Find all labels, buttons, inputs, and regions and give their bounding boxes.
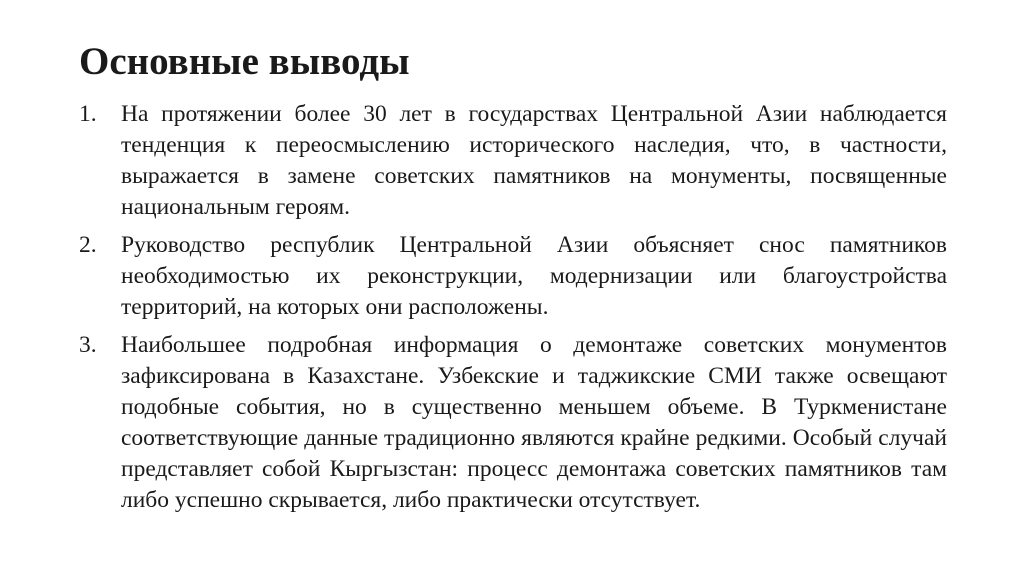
list-item-text: Руководство республик Центральной Азии объясняет снос памятников необходимостью их реконструкции, модернизации или благоустройства территорий, на которых они расположены. bbox=[121, 232, 947, 320]
list-item-number: 1. bbox=[79, 101, 97, 127]
list-item bbox=[79, 99, 947, 223]
list-item-text: Наибольшее подробная информация о демонтаже советских монументов зафиксирована в Казахстане. Узбекские и таджикские СМИ также освещают подобные события, но в существенно меньшем объеме. В Туркменистане соответствующие данные традиционно являются крайне редкими. Особый случай представляет собой Кыргызстан: процесс демонтажа советских памятников там либо успешно скрывается, либо практически отсутствует. bbox=[121, 332, 947, 513]
list-item bbox=[79, 230, 947, 323]
list-item-text: На протяжении более 30 лет в государствах Центральной Азии наблюдается тенденция к переосмыслению исторического наследия, что, в частности, выражается в замене советских памятников на монументы, посвященные национальным героям. bbox=[121, 101, 947, 220]
conclusions-list bbox=[79, 99, 947, 523]
slide-title: Основные выводы bbox=[79, 40, 410, 83]
list-item bbox=[79, 330, 947, 516]
list-item-number: 2. bbox=[79, 232, 97, 258]
list-item-number: 3. bbox=[79, 332, 97, 358]
